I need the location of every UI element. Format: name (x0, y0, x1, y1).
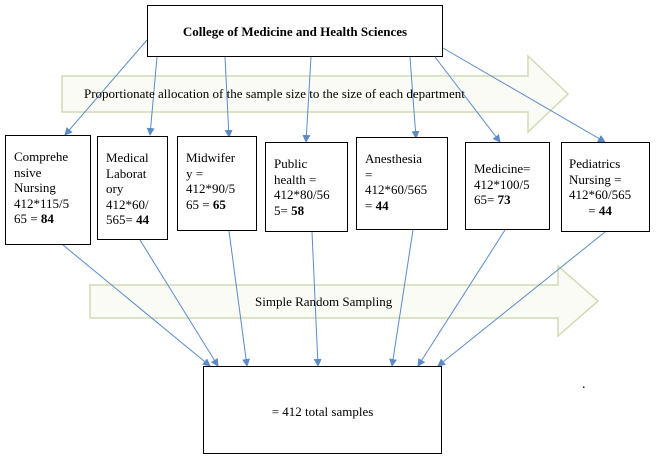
dept-text (569, 156, 631, 218)
dept-sample-count: 44 (375, 197, 389, 213)
dept-line: health = (274, 171, 317, 187)
dept-box-medicine (465, 142, 550, 230)
dept-formula-end: 65 = (14, 211, 41, 226)
dept-line-result (186, 197, 235, 213)
dept-text (474, 161, 530, 208)
dept-line-result (474, 192, 530, 208)
stray-dot: . (582, 377, 586, 392)
dept-box-comprehensive-nursing (5, 135, 91, 245)
dept-line: y = (186, 165, 204, 181)
total-samples-label: = 412 total samples (271, 404, 374, 419)
dept-formula-end: 65 = (186, 196, 213, 212)
dept-line: 412*115/5 (14, 195, 70, 211)
dept-line: 412*60/565 (365, 182, 428, 197)
dept-text (14, 149, 69, 227)
dept-box-pediatrics-nursing (561, 142, 650, 232)
dept-box-medical-laboratory (97, 136, 168, 240)
dept-box-midwifery (177, 136, 257, 231)
dept-line: 412*60/565 (569, 187, 632, 202)
dept-text (186, 150, 235, 212)
dept-line: Anesthesia (365, 151, 423, 166)
dept-line: Midwifer (186, 150, 236, 165)
dept-line: 412*90/5 (186, 181, 236, 196)
dept-formula-end: 5= (274, 202, 292, 218)
dept-line: Comprehe (14, 149, 69, 164)
sampling-label: Simple Random Sampling (255, 294, 393, 309)
dept-text (106, 150, 149, 228)
dept-formula-end: = (588, 202, 599, 218)
dept-line-result (106, 212, 149, 228)
dept-sample-count: 65 (212, 196, 226, 212)
dept-line: 412*80/56 (274, 187, 330, 202)
dept-sample-count: 44 (136, 212, 150, 227)
dept-line: Pediatrics (569, 156, 621, 171)
dept-line: Laborat (106, 165, 147, 181)
dept-formula-end: 565= (106, 212, 137, 227)
dept-line: = (365, 166, 373, 182)
dept-sample-count: 58 (291, 202, 305, 218)
college-box (147, 5, 443, 57)
dept-line-result (274, 203, 330, 219)
total-samples-box (203, 366, 442, 454)
dept-line: Medical (106, 150, 149, 165)
dept-box-public-health (265, 142, 348, 232)
dept-sample-count: 84 (40, 211, 54, 226)
dept-sample-count: 44 (598, 202, 612, 218)
dept-line-result (569, 203, 631, 219)
dept-line: Nursing = (569, 171, 622, 187)
college-title: College of Medicine and Health Sciences (182, 24, 408, 39)
dept-formula-end: = (365, 197, 376, 213)
dept-line: ory (106, 181, 124, 196)
dept-line-result (14, 211, 69, 227)
dept-line: Public (274, 156, 308, 171)
dept-line-result (365, 198, 427, 214)
dept-text (274, 156, 330, 218)
dept-formula-end: 65= (474, 192, 498, 207)
dept-line: nsive (14, 164, 42, 180)
dept-box-anesthesia (356, 137, 448, 230)
dept-sample-count: 73 (497, 192, 511, 207)
dept-line: Nursing (14, 180, 56, 195)
dept-line: Medicine= (474, 161, 531, 176)
dept-line: 412*100/5 (474, 176, 530, 192)
allocation-label: Proportionate allocation of the sample size to the size of each department (84, 86, 465, 101)
dept-text (365, 151, 427, 213)
dept-line: 412*60/ (106, 196, 149, 212)
